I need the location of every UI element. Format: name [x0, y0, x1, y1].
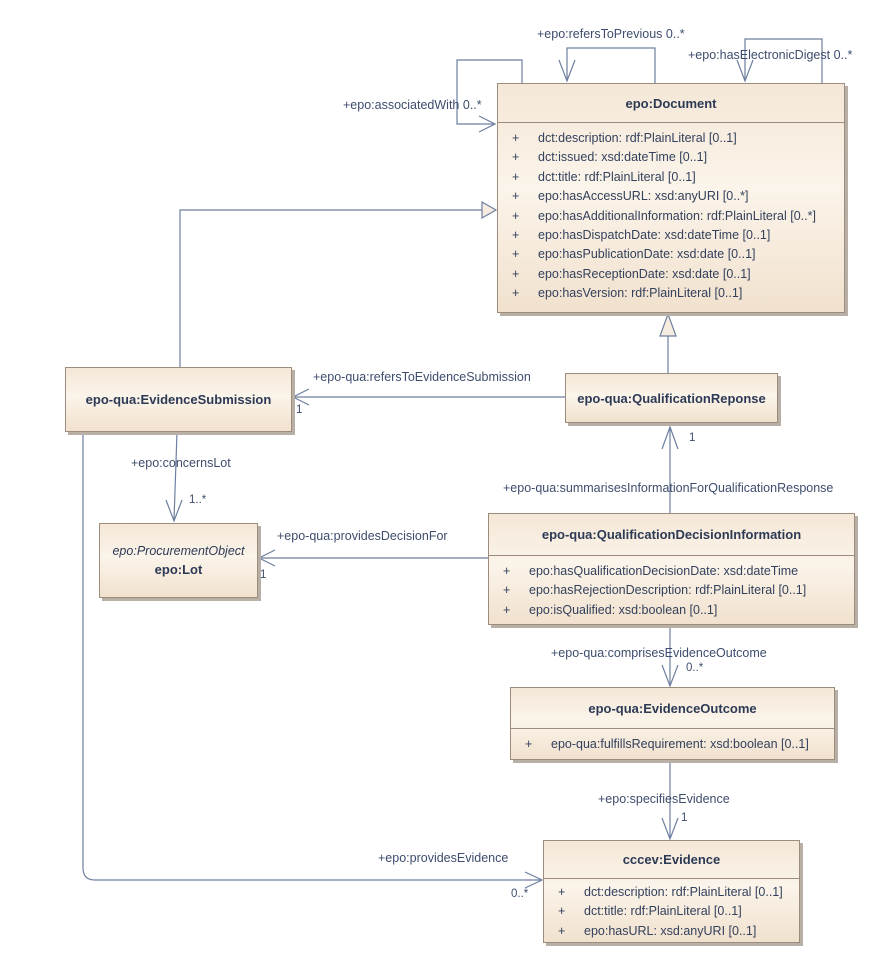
visibility-marker: + [558, 923, 566, 938]
class-document-attributes [498, 123, 844, 304]
attribute-text: epo:hasRejectionDescription: rdf:PlainLiteral [0..1] [529, 583, 807, 598]
class-evidence-submission-title: epo-qua:EvidenceSubmission [85, 392, 272, 407]
attribute-text: epo:isQualified: xsd:boolean [0..1] [529, 602, 718, 617]
class-qualification-response[interactable] [565, 373, 778, 423]
visibility-marker: + [512, 208, 520, 223]
multiplicity-specifies-evidence: 1 [681, 812, 688, 824]
class-qualification-response-title: epo-qua:QualificationReponse [577, 390, 766, 406]
visibility-marker: + [558, 904, 566, 919]
label-refers-to-previous: +epo:refersToPrevious 0..* [537, 27, 685, 41]
label-refers-to-evidence-submission: +epo-qua:refersToEvidenceSubmission [313, 370, 531, 384]
class-evidence-outcome-title: epo-qua:EvidenceOutcome [511, 688, 834, 729]
attribute-row [489, 562, 854, 581]
visibility-marker: + [512, 227, 520, 242]
attribute-text: dct:description: rdf:PlainLiteral [0..1] [538, 131, 737, 145]
association-summarises-information [662, 427, 678, 513]
attribute-row [544, 902, 799, 921]
class-evidence-outcome[interactable] [510, 687, 835, 760]
class-lot-parent-name: epo:ProcurementObject [112, 544, 245, 558]
class-lot-body [100, 524, 257, 597]
label-specifies-evidence: +epo:specifiesEvidence [598, 792, 730, 806]
attribute-text: dct:description: rdf:PlainLiteral [0..1] [584, 885, 783, 899]
class-lot-title: epo:Lot [154, 562, 203, 577]
attribute-text: epo:hasAdditionalInformation: rdf:PlainLiteral [0..*] [538, 208, 816, 223]
visibility-marker: + [503, 564, 511, 578]
multiplicity-summarises-information: 1 [689, 432, 696, 444]
multiplicity-comprises-evidence-outcome: 0..* [686, 662, 704, 674]
attribute-row [498, 168, 844, 187]
association-provides-evidence [83, 432, 542, 888]
label-associated-with: +epo:associatedWith 0..* [343, 98, 482, 112]
attribute-text: dct:title: rdf:PlainLiteral [0..1] [584, 904, 742, 919]
class-evidence-outcome-attributes [511, 729, 834, 754]
attribute-row [489, 601, 854, 620]
visibility-marker: + [512, 266, 520, 281]
attribute-text: epo:hasReceptionDate: xsd:date [0..1] [538, 266, 751, 281]
class-qualification-decision-information-title: epo-qua:QualificationDecisionInformation [489, 514, 854, 556]
attribute-row [544, 922, 799, 941]
attribute-text: epo:hasQualificationDecisionDate: xsd:dateTime [529, 564, 799, 578]
visibility-marker: + [503, 602, 511, 617]
attribute-row [498, 187, 844, 206]
attribute-row [498, 284, 844, 303]
association-concerns-lot [166, 432, 182, 521]
class-evidence-submission[interactable] [65, 367, 292, 432]
multiplicity-concerns-lot: 1..* [189, 494, 207, 506]
attribute-text: epo:hasVersion: rdf:PlainLiteral [0..1] [538, 286, 743, 301]
association-refers-to-evidence-submission [293, 389, 565, 405]
class-evidence[interactable] [543, 840, 800, 943]
attribute-row [544, 883, 799, 902]
visibility-marker: + [512, 169, 520, 184]
class-document[interactable] [497, 83, 845, 313]
attribute-row [498, 207, 844, 226]
class-evidence-attributes [544, 879, 799, 941]
label-has-electronic-digest: +epo:hasElectronicDigest 0..* [688, 48, 853, 62]
attribute-text: dct:title: rdf:PlainLiteral [0..1] [538, 169, 696, 184]
visibility-marker: + [503, 583, 511, 598]
class-evidence-title: cccev:Evidence [544, 841, 799, 879]
label-concerns-lot: +epo:concernsLot [131, 456, 231, 470]
attribute-text: epo:hasURL: xsd:anyURI [0..1] [584, 923, 757, 938]
visibility-marker: + [512, 189, 520, 204]
label-summarises-information: +epo-qua:summarisesInformationForQualificationResponse [503, 481, 834, 495]
label-provides-decision-for: +epo-qua:providesDecisionFor [277, 529, 448, 543]
visibility-marker: + [512, 247, 520, 262]
attribute-row [498, 265, 844, 284]
attribute-text: epo:hasDispatchDate: xsd:dateTime [0..1] [538, 227, 771, 242]
attribute-text: dct:issued: xsd:dateTime [0..1] [538, 150, 708, 165]
attribute-text: epo:hasPublicationDate: xsd:date [0..1] [538, 247, 756, 262]
visibility-marker: + [525, 737, 533, 751]
attribute-row [498, 148, 844, 167]
visibility-marker: + [558, 885, 566, 899]
attribute-text: epo-qua:fulfillsRequirement: xsd:boolean [0..1] [551, 737, 809, 751]
multiplicity-provides-evidence: 0..* [511, 888, 529, 900]
visibility-marker: + [512, 286, 520, 301]
attribute-row [498, 226, 844, 245]
label-comprises-evidence-outcome: +epo-qua:comprisesEvidenceOutcome [551, 646, 767, 660]
attribute-row [498, 129, 844, 148]
generalization-evidence-submission-document [180, 202, 496, 367]
multiplicity-provides-decision-for: 1 [260, 569, 267, 581]
visibility-marker: + [512, 150, 520, 165]
attribute-row [489, 581, 854, 600]
attribute-row [498, 245, 844, 264]
attribute-text: epo:hasAccessURL: xsd:anyURI [0..*] [538, 189, 749, 204]
class-qualification-decision-information[interactable] [488, 513, 855, 625]
association-provides-decision-for [259, 550, 488, 566]
attribute-row [511, 735, 834, 754]
class-document-title: epo:Document [498, 84, 844, 123]
class-qualification-decision-information-attributes [489, 556, 854, 620]
label-provides-evidence: +epo:providesEvidence [378, 851, 509, 865]
generalization-qualification-response-document [660, 314, 676, 373]
class-lot[interactable] [99, 523, 258, 598]
multiplicity-refers-to-evidence-submission: 1 [296, 404, 303, 416]
association-refers-to-previous [559, 48, 655, 83]
visibility-marker: + [512, 131, 520, 145]
